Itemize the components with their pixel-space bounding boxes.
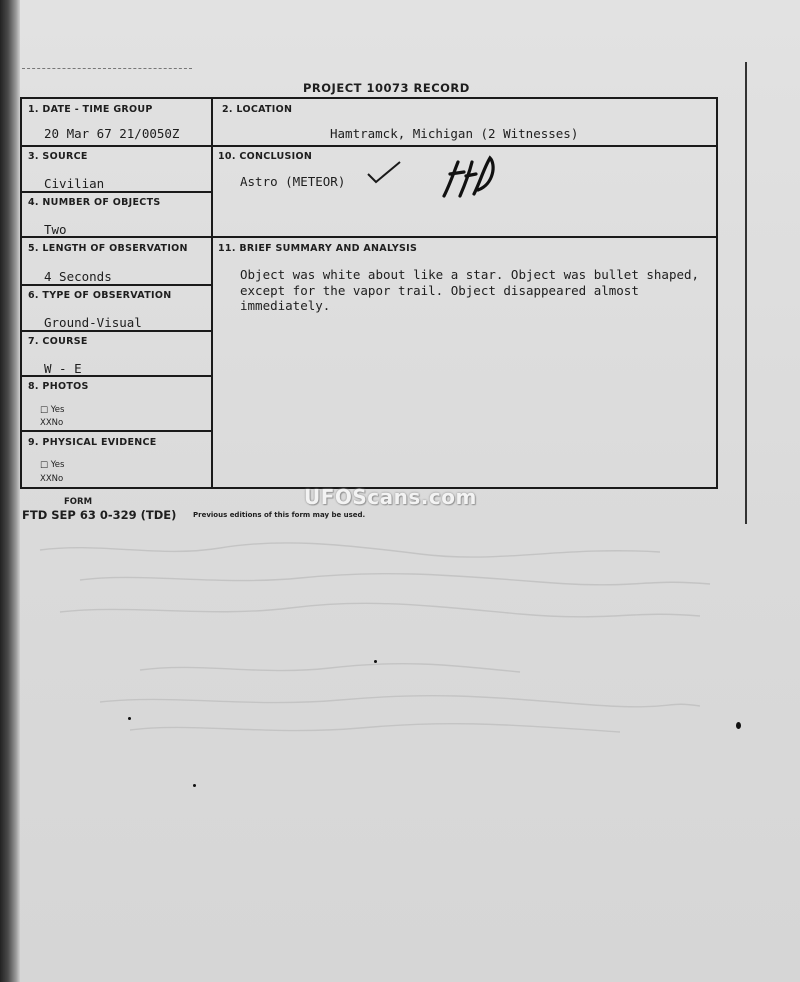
row-divider [20, 430, 212, 432]
row-divider [20, 236, 718, 238]
ink-speck [736, 722, 741, 729]
source-value: Civilian [44, 176, 105, 191]
physical-evidence-label: 9. PHYSICAL EVIDENCE [28, 437, 157, 448]
photos-yes-text: Yes [50, 405, 65, 415]
row-divider [20, 330, 212, 332]
number-of-objects-value: Two [44, 222, 67, 237]
photos-label: 8. PHOTOS [28, 381, 89, 392]
length-of-observation-value: 4 Seconds [44, 269, 112, 284]
date-time-label: 1. DATE - TIME GROUP [28, 104, 153, 115]
bleed-through-marks [20, 520, 740, 760]
location-label: 2. LOCATION [222, 104, 293, 115]
source-label: 3. SOURCE [28, 151, 88, 162]
physical-yes-option: □ Yes [40, 460, 65, 470]
conclusion-label: 10. CONCLUSION [218, 151, 313, 162]
type-of-observation-value: Ground-Visual [44, 315, 142, 330]
footer-form-word: FORM [64, 497, 93, 507]
summary-text [240, 267, 710, 314]
watermark: UFOScans.com [304, 485, 477, 509]
course-label: 7. COURSE [28, 336, 88, 347]
type-of-observation-label: 6. TYPE OF OBSERVATION [28, 290, 172, 301]
ink-speck [128, 717, 131, 720]
row-divider [20, 145, 718, 147]
handwritten-initials-icon [440, 154, 500, 202]
course-value: W - E [44, 361, 82, 376]
footer-note: Previous editions of this form may be used. [193, 511, 366, 519]
scan-shadow-edge [0, 0, 20, 982]
location-value: Hamtramck, Michigan (2 Witnesses) [330, 126, 579, 141]
summary-line: except for the vapor trail. Object disappeared almost [240, 282, 639, 298]
date-time-value: 20 Mar 67 21/0050Z [44, 126, 180, 141]
length-of-observation-label: 5. LENGTH OF OBSERVATION [28, 243, 188, 254]
number-of-objects-label: 4. NUMBER OF OBJECTS [28, 197, 161, 208]
photos-yes-option: □ Yes [40, 405, 65, 415]
row-divider [20, 191, 212, 193]
page-right-border [745, 62, 747, 524]
row-divider [20, 284, 212, 286]
physical-yes-text: Yes [50, 460, 65, 470]
top-dashed-line [22, 68, 192, 69]
ink-speck [193, 784, 196, 787]
conclusion-value: Astro (METEOR) [240, 174, 346, 189]
photos-no-text: No [51, 418, 64, 428]
summary-line: immediately. [240, 298, 331, 313]
checkmark-icon [366, 160, 402, 186]
physical-no-option: XXNo [40, 474, 64, 484]
form-title: PROJECT 10073 RECORD [303, 81, 470, 95]
summary-line: Object was white about like a star. Object was bullet shaped, [240, 267, 700, 282]
footer-form-code: FTD SEP 63 0-329 (TDE) [22, 508, 177, 522]
physical-no-text: No [51, 474, 64, 484]
ink-speck [374, 660, 377, 663]
summary-label: 11. BRIEF SUMMARY AND ANALYSIS [218, 243, 418, 254]
photos-no-option: XXNo [40, 418, 64, 428]
